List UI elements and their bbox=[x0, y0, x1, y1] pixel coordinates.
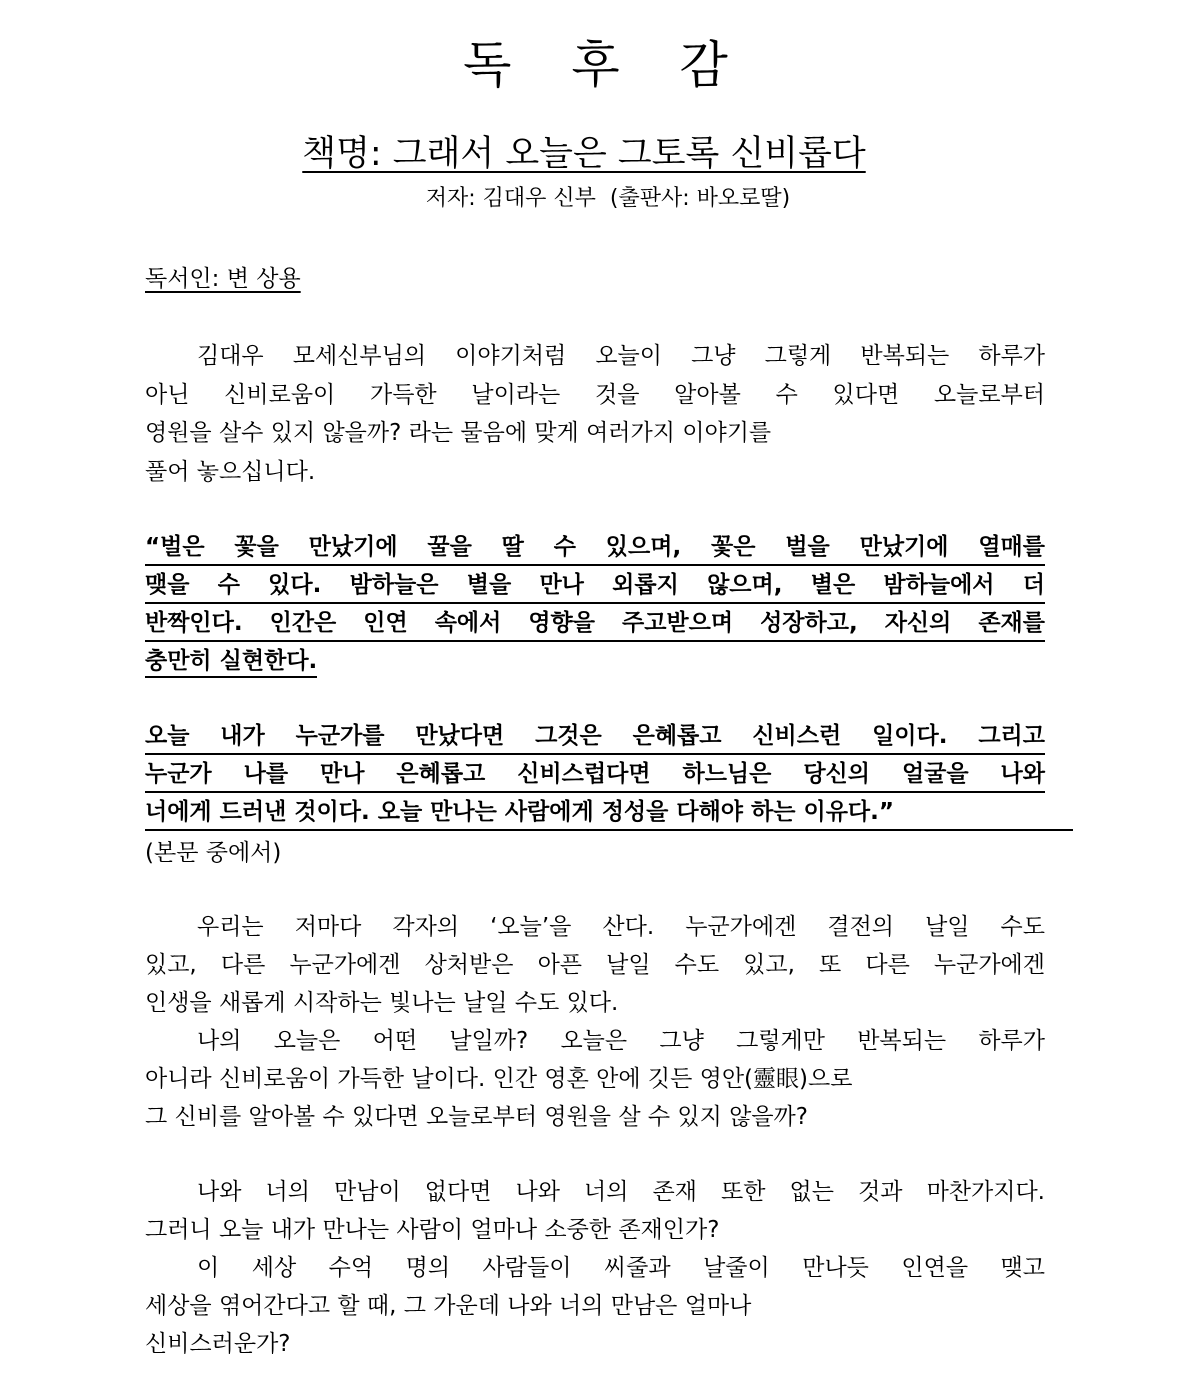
quote-line: 맺을 수 있다. 밤하늘은 별을 만나 외롭지 않으며, 별은 밤하늘에서 더 bbox=[145, 570, 1045, 604]
body-line: 세상을 엮어간다고 할 때, 그 가운데 나와 너의 만남은 얼마나 bbox=[145, 1293, 752, 1319]
body-line: 신비스러운가? bbox=[145, 1331, 291, 1357]
body-line: 아니라 신비로움이 가득한 날이다. 인간 영혼 안에 깃든 영안(靈眼)으로 bbox=[145, 1066, 853, 1092]
quote-line: 너에게 드러낸 것이다. 오늘 만나는 사람에게 정성을 다해야 하는 이유다.” bbox=[145, 797, 1073, 831]
body-line: 있고, 다른 누군가에겐 상처받은 아픈 날일 수도 있고, 또 다른 누군가에겐 bbox=[145, 952, 1045, 978]
book-title bbox=[0, 132, 1168, 176]
quote-line bbox=[145, 646, 317, 676]
intro-line: 아닌 신비로움이 가득한 날이라는 것을 알아볼 수 있다면 오늘로부터 bbox=[145, 382, 1045, 408]
quote-line: 누군가 나를 만나 은혜롭고 신비스럽다면 하느님은 당신의 얼굴을 나와 bbox=[145, 759, 1045, 793]
body-line: 나와 너의 만남이 없다면 나와 너의 존재 또한 없는 것과 마찬가지다. bbox=[197, 1179, 1045, 1205]
document-title: 독 후 감 bbox=[463, 36, 750, 94]
body-line: 이 세상 수억 명의 사람들이 씨줄과 날줄이 만나듯 인연을 맺고 bbox=[197, 1255, 1045, 1281]
intro-line: 김대우 모세신부님의 이야기처럼 오늘이 그냥 그렇게 반복되는 하루가 bbox=[197, 343, 1045, 369]
quote-line-text: 충만히 실현한다. bbox=[145, 648, 317, 678]
quote-line: “벌은 꽃을 만났기에 꿀을 딸 수 있으며, 꽃은 벌을 만났기에 열매를 bbox=[145, 532, 1045, 566]
book-title-text: 책명: 그래서 오늘은 그토록 신비롭다 bbox=[302, 134, 866, 174]
quote-source: (본문 중에서) bbox=[145, 840, 282, 866]
body-line: 그러니 오늘 내가 만나는 사람이 얼마나 소중한 존재인가? bbox=[145, 1217, 720, 1243]
body-line: 나의 오늘은 어떤 날일까? 오늘은 그냥 그렇게만 반복되는 하루가 bbox=[197, 1028, 1045, 1054]
quote-line: 반짝인다. 인간은 인연 속에서 영향을 주고받으며 성장하고, 자신의 존재를 bbox=[145, 608, 1045, 642]
body-line: 인생을 새롭게 시작하는 빛나는 날일 수도 있다. bbox=[145, 990, 619, 1016]
intro-line: 풀어 놓으십니다. bbox=[145, 459, 316, 485]
reader-name: 독서인: 변 상용 bbox=[145, 266, 301, 292]
body-line: 그 신비를 알아볼 수 있다면 오늘로부터 영원을 살 수 있지 않을까? bbox=[145, 1104, 808, 1130]
author-line: 저자: 김대우 신부 (출판사: 바오로딸) bbox=[425, 186, 791, 211]
body-line: 우리는 저마다 각자의 ‘오늘’을 산다. 누군가에겐 결전의 날일 수도 bbox=[197, 914, 1045, 940]
intro-line: 영원을 살수 있지 않을까? 라는 물음에 맞게 여러가지 이야기를 bbox=[145, 420, 772, 446]
quote-line: 오늘 내가 누군가를 만났다면 그것은 은혜롭고 신비스런 일이다. 그리고 bbox=[145, 721, 1045, 755]
